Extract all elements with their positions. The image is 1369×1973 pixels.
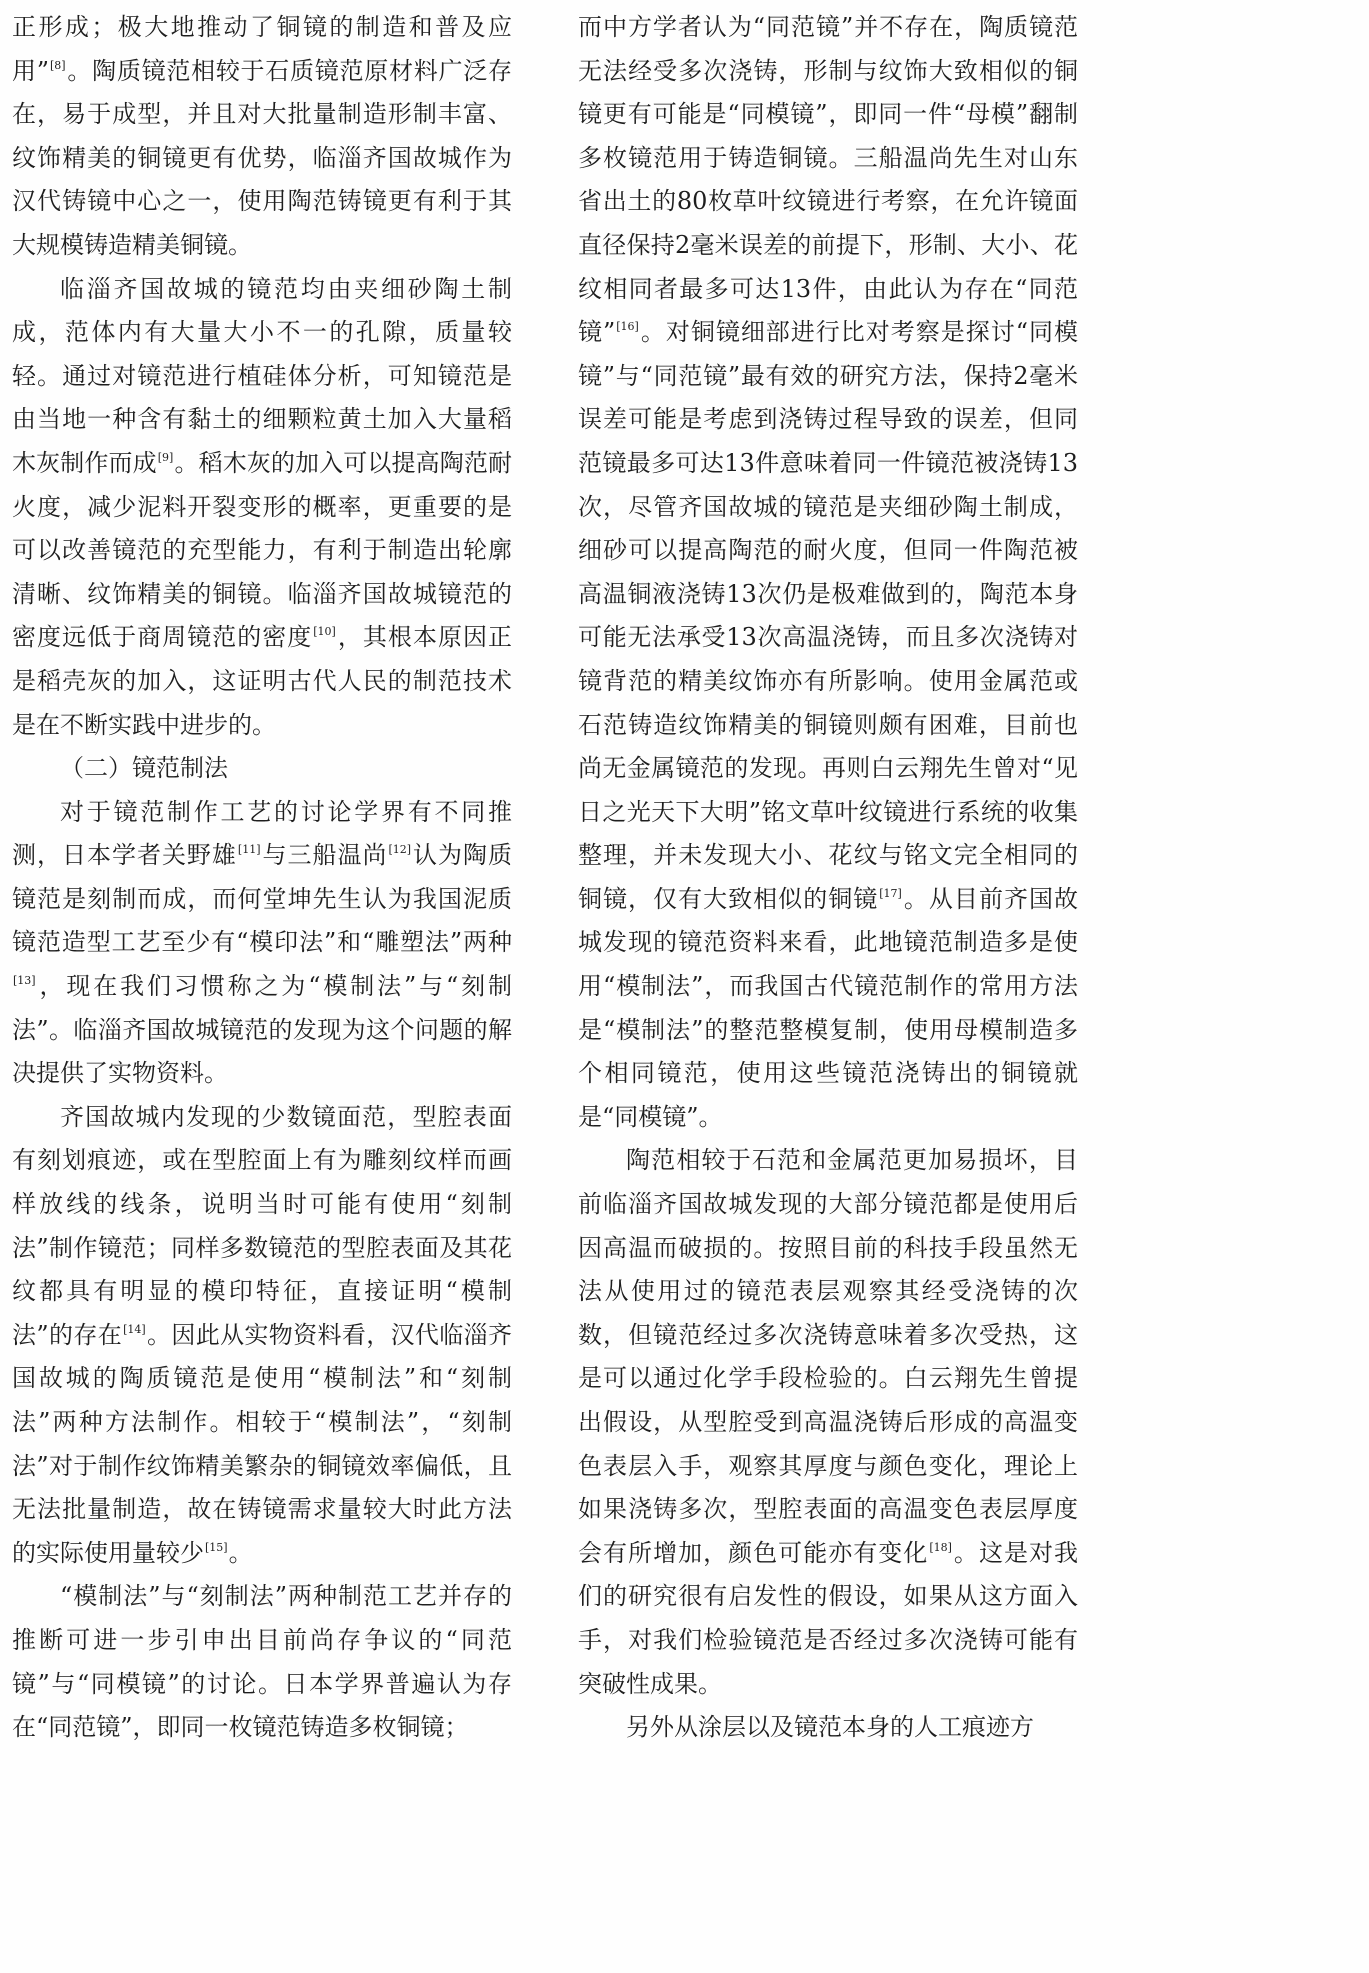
citation-ref: [12] (388, 843, 412, 857)
section-heading-text: （二）镜范制法 (60, 754, 228, 783)
paragraph (12, 1096, 512, 1576)
paragraph (12, 1575, 512, 1749)
citation-ref: [15] (205, 1540, 228, 1554)
paragraph (12, 791, 512, 1096)
citation-ref: [16] (616, 320, 639, 334)
paragraph-text: 。对铜镜细部进行比对考察是探讨“同模镜”与“同范镜”最有效的研究方法，保持2毫米误差可能是考虑到浇铸过程导致的误差，但同范镜最多可达13件意味着同一件镜范被浇铸13次，尽管齐国故城的镜范是夹细砂陶土制成，细砂可以提高陶范的耐火度，但同一件陶范被高温铜液浇铸13次仍是极难做到的，陶范本身可能无法承受13次高温浇铸，而且多次浇铸对镜背范的精美纹饰亦有所影响。使用金属范或石范铸造纹饰精美的铜镜则颇有困难，目前也尚无金属镜范的发现。再则白云翔先生曾对“见日之光天下大明”铭文草叶纹镜进行系统的收集整理，并未发现大小、花纹与铭文完全相同的铜镜，仅有大致相似的铜镜 (578, 318, 1078, 913)
paragraph-text: 。从目前齐国故城发现的镜范资料来看，此地镜范制造多是使用“模制法”，而我国古代镜范制作的常用方法是“模制法”的整范整模复制，使用母模制造多个相同镜范，使用这些镜范浇铸出的铜镜就是“同模镜”。 (578, 884, 1079, 1131)
citation-ref: [17] (879, 886, 902, 900)
paragraph-text: 而中方学者认为“同范镜”并不存在，陶质镜范无法经受多次浇铸，形制与纹饰大致相似的铜镜更有可能是“同模镜”，即同一件“母模”翻制多枚镜范用于铸造铜镜。三船温尚先生对山东省出土的80枚草叶纹镜进行考察，在允许镜面直径保持2毫米误差的前提下，形制、大小、花纹相同者最多可达13件，由此认为存在“同范镜” (578, 13, 1078, 347)
paragraph (12, 268, 512, 748)
paragraph-text: 。这是对我们的研究很有启发性的假设，如果从这方面入手，对我们检验镜范是否经过多次浇铸可能有突破性成果。 (578, 1538, 1079, 1698)
citation-ref: [11] (237, 843, 261, 857)
paragraph-text: 。稻木灰的加入可以提高陶范耐火度，减少泥料开裂变形的概率，更重要的是可以改善镜范的充型能力，有利于制造出轮廓清晰、纹饰精美的铜镜。临淄齐国故城镜范的密度远低于商周镜范的密度 (12, 448, 513, 652)
paragraph-text: 认为陶质镜范是刻制而成，而何堂坤先生认为我国泥质镜范造型工艺至少有“模印法”和“雕塑法”两种 (12, 841, 513, 957)
citation-ref: [9] (157, 450, 174, 464)
paragraph-text: 。因此从实物资料看，汉代临淄齐国故城的陶质镜范是使用“模制法”和“刻制法”两种方法制作。相较于“模制法”，“刻制法”对于制作纹饰精美繁杂的铜镜效率偏低，且无法批量制造，故在铸镜需求量较大时此方法的实际使用量较少 (12, 1320, 512, 1567)
citation-ref: [13] (13, 974, 36, 988)
citation-ref: [18] (929, 1540, 952, 1554)
right-column (578, 6, 1078, 1750)
paragraph (578, 1706, 1078, 1750)
left-column (12, 6, 512, 1750)
citation-ref: [10] (313, 625, 336, 639)
section-heading (12, 747, 512, 791)
paragraph-text: ，其根本原因正是稻壳灰的加入，这证明古代人民的制范技术是在不断实践中进步的。 (12, 623, 513, 739)
paragraph-text: 正形成；极大地推动了铜镜的制造和普及应用” (12, 13, 512, 85)
paragraph (12, 6, 512, 268)
paragraph-text: ，现在我们习惯称之为“模制法”与“刻制法”。临淄齐国故城镜范的发现为这个问题的解决提供了实物资料。 (12, 972, 512, 1088)
paragraph-text: 。 (228, 1538, 253, 1567)
paragraph (578, 1139, 1078, 1706)
paragraph-text: 与三船温尚 (261, 841, 388, 870)
paragraph-text: “模制法”与“刻制法”两种制范工艺并存的推断可进一步引申出目前尚存争议的“同范镜”与“同模镜”的讨论。日本学界普遍认为存在“同范镜”，即同一枚镜范铸造多枚铜镜； (12, 1582, 512, 1742)
citation-ref: [8] (50, 58, 66, 72)
paragraph-text: 另外从涂层以及镜范本身的人工痕迹方 (626, 1713, 1034, 1742)
paragraph-text: 齐国故城内发现的少数镜面范，型腔表面有刻划痕迹，或在型腔面上有为雕刻纹样而画样放线的线条，说明当时可能有使用“刻制法”制作镜范；同样多数镜范的型腔表面及其花纹都具有明显的模印特征，直接证明“模制法”的存在 (12, 1102, 512, 1349)
paragraph-text: 陶范相较于石范和金属范更加易损坏，目前临淄齐国故城发现的大部分镜范都是使用后因高温而破损的。按照目前的科技手段虽然无法从使用过的镜范表层观察其经受浇铸的次数，但镜范经过多次浇铸意味着多次受热，这是可以通过化学手段检验的。白云翔先生曾提出假设，从型腔受到高温浇铸后形成的高温变色表层入手，观察其厚度与颜色变化，理论上如果浇铸多次，型腔表面的高温变色表层厚度会有所增加，颜色可能亦有变化 (578, 1146, 1078, 1567)
citation-ref: [14] (123, 1322, 146, 1336)
paragraph-text: 。陶质镜范相较于石质镜范原材料广泛存在，易于成型，并且对大批量制造形制丰富、纹饰精美的铜镜更有优势，临淄齐国故城作为汉代铸镜中心之一，使用陶范铸镜更有利于其大规模铸造精美铜镜。 (12, 56, 512, 259)
paragraph-text: 临淄齐国故城的镜范均由夹细砂陶土制成，范体内有大量大小不一的孔隙，质量较轻。通过对镜范进行植硅体分析，可知镜范是由当地一种含有黏土的细颗粒黄土加入大量稻木灰制作而成 (12, 274, 512, 477)
paragraph (578, 6, 1078, 1139)
paragraph-text: 对于镜范制作工艺的讨论学界有不同推测，日本学者关野雄 (12, 797, 512, 870)
